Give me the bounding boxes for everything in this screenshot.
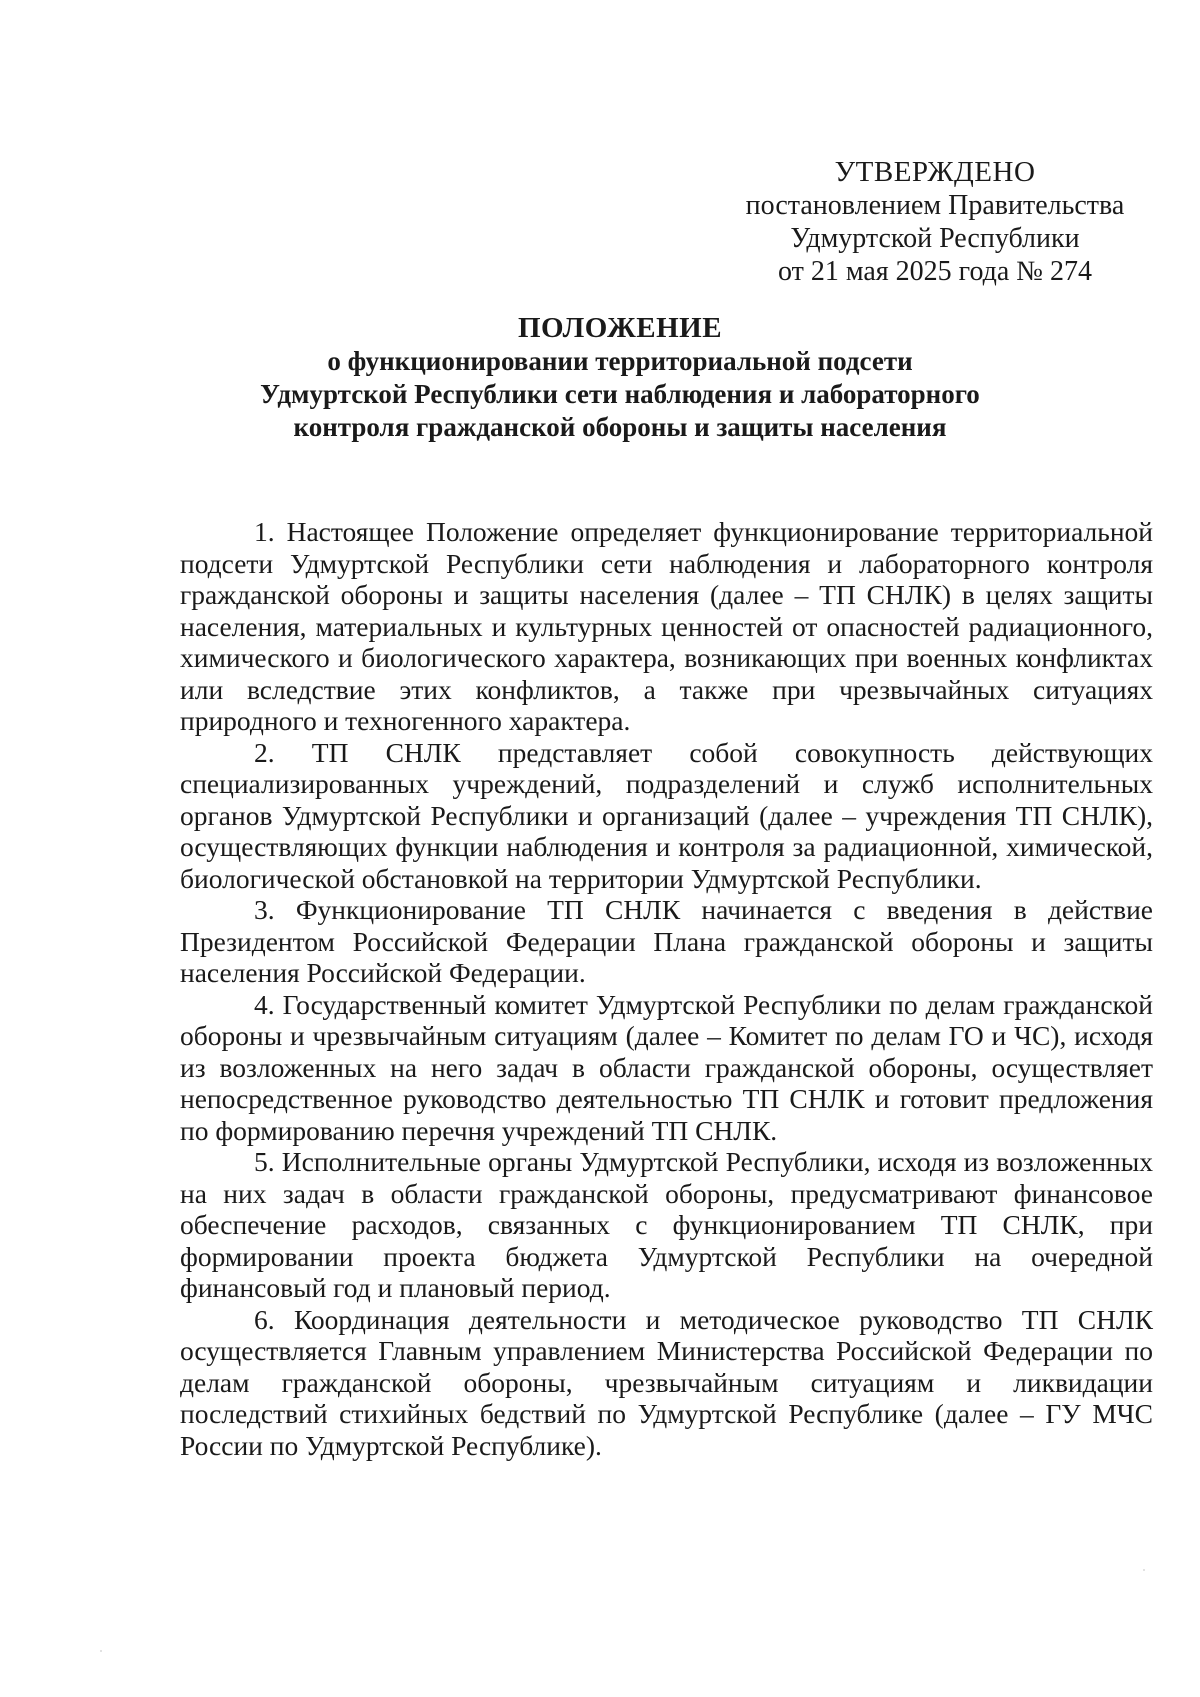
document-title: ПОЛОЖЕНИЕ: [517, 312, 723, 344]
paragraph-4: 4. Государственный комитет Удмуртской Республики по делам гражданской обороны и чрезвычайным ситуациям (далее – Комитет по делам ГО и ЧС), исходя из возложенных на него задач в области гражданской обороны, осуществляет непосредственное руководство деятельностью ТП СНЛК и готовит предложения по формированию перечня учреждений ТП СНЛК.: [180, 988, 1153, 1146]
document-subtitle-line-1: о функционировании территориальной подсети: [327, 346, 913, 376]
document-heading: [240, 312, 1000, 444]
paragraph-3: 3. Функционирование ТП СНЛК начинается с введения в действие Президентом Российской Федерации Плана гражданской обороны и защиты населения Российской Федерации.: [180, 894, 1153, 988]
document-body: [180, 516, 1153, 1461]
scan-speck: [100, 1650, 102, 1652]
approval-stamp: [720, 156, 1150, 288]
paragraph-5: 5. Исполнительные органы Удмуртской Республики, исходя из возложенных на них задач в области гражданской обороны, предусматривают финансовое обеспечение расходов, связанных с функционированием ТП СНЛК, при формировании проекта бюджета Удмуртской Республики на очередной финансовый год и плановый период.: [180, 1146, 1153, 1303]
scan-speck: [1143, 1569, 1145, 1571]
document-subtitle-line-3: контроля гражданской обороны и защиты населения: [293, 412, 947, 442]
approval-title: УТВЕРЖДЕНО: [834, 156, 1036, 188]
approval-line-decree: постановлением Правительства: [745, 190, 1125, 221]
paragraph-6: 6. Координация деятельности и методическое руководство ТП СНЛК осуществляется Главным управлением Министерства Российской Федерации по делам гражданской обороны, чрезвычайным ситуациям и ликвидации последствий стихийных бедствий по Удмуртской Республике (далее – ГУ МЧС России по Удмуртской Республике).: [180, 1303, 1153, 1461]
document-subtitle-line-2: Удмуртской Республики сети наблюдения и лабораторного: [260, 379, 980, 409]
approval-line-republic: Удмуртской Республики: [790, 223, 1080, 254]
paragraph-2: 2. ТП СНЛК представляет собой совокупность действующих специализированных учреждений, подразделений и служб исполнительных органов Удмуртской Республики и организаций (далее – учреждения ТП СНЛК), осуществляющих функции наблюдения и контроля за радиационной, химической, биологической обстановкой на территории Удмуртской Республики.: [180, 736, 1153, 894]
paragraph-1: 1. Настоящее Положение определяет функционирование территориальной подсети Удмуртской Республики сети наблюдения и лабораторного контроля гражданской обороны и защиты населения (далее – ТП СНЛК) в целях защиты населения, материальных и культурных ценностей от опасностей радиационного, химического и биологического характера, возникающих при военных конфликтах или вследствие этих конфликтов, а также при чрезвычайных ситуациях природного и техногенного характера.: [180, 516, 1153, 736]
approval-line-date-number: от 21 мая 2025 года № 274: [777, 256, 1093, 287]
